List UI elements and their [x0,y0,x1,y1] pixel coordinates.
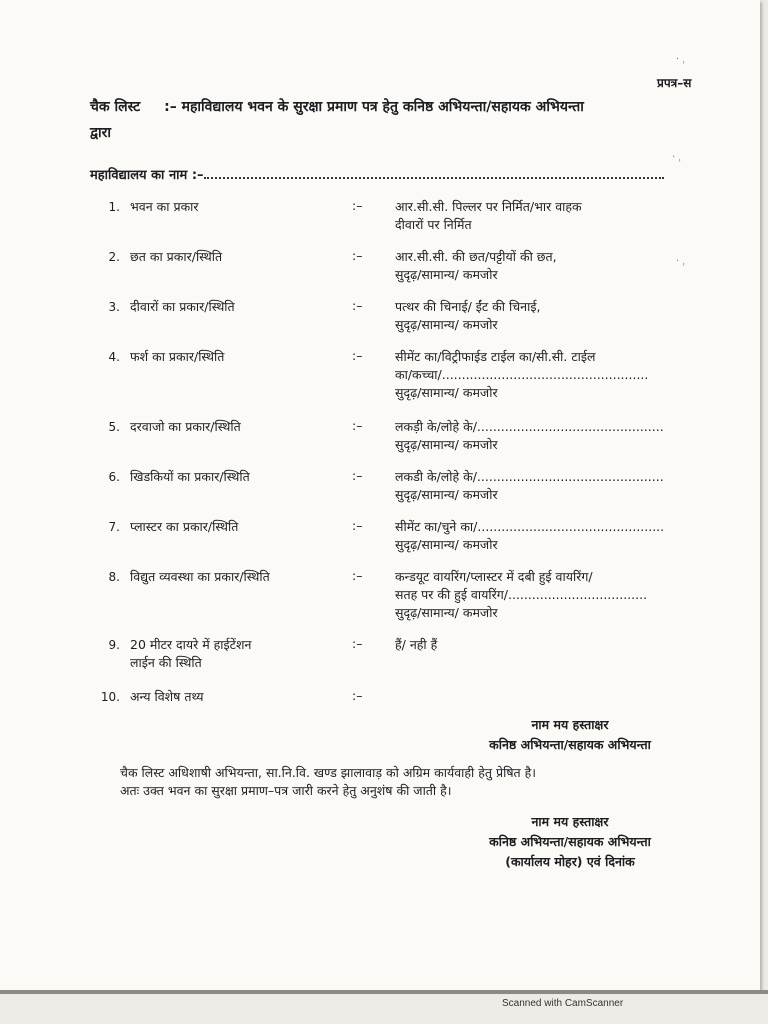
item-separator: :– [352,688,363,703]
item-number: 6. [108,470,120,484]
forward-note-line2: अतः उक्त भवन का सुरक्षा प्रमाण–पत्र जारी करने हेतु अनुशंष की जाती है। [120,783,452,798]
item-value-line: सुदृढ़/सामान्य/ कमजोर [395,385,498,400]
scan-mark: · ˌ [676,54,686,65]
item-value-line: सुदृढ़/सामान्य/ कमजोर [395,437,498,452]
signature2-seal-date: (कार्यालय मोहर) एवं दिनांक [505,854,635,869]
item-value [395,518,664,554]
item-label-line: दीवारों का प्रकार/स्थिति [130,299,235,314]
item-value-line: लकड़ी के/लोहे के/............................................... [395,419,664,434]
item-value-line: आर.सी.सी. पिल्लर पर निर्मित/भार वाहक [395,199,582,214]
item-separator: :– [352,198,363,213]
item-label-line: फर्श का प्रकार/स्थिति [130,349,225,364]
item-value-line: लकडी के/लोहे के/............................................... [395,469,664,484]
item-label-line: छत का प्रकार/स्थिति [130,249,223,264]
signature-block-2 [470,812,670,872]
item-value [395,248,557,284]
item-value [395,568,647,622]
signature2-designation: कनिष्ठ अभियन्ता/सहायक अभियन्ता [489,834,651,849]
signature-block-1 [470,715,670,755]
scan-mark: · ˌ [676,256,686,267]
item-value [395,348,648,402]
item-number: 4. [108,350,120,364]
item-value [395,298,540,334]
item-number: 5. [108,420,120,434]
item-number: 1. [108,200,120,214]
item-label-line: विद्युत व्यवस्था का प्रकार/स्थिति [130,569,270,584]
item-label [130,348,224,366]
forward-note [120,764,536,800]
item-label [130,298,235,316]
item-value [395,198,582,234]
item-label [130,198,199,216]
signature1-name: नाम मय हस्ताक्षर [531,717,609,732]
item-value [395,418,664,454]
item-label-line: भवन का प्रकार [130,199,199,214]
item-value [395,636,437,654]
item-label [130,568,270,586]
forward-note-line1: चैक लिस्ट अधिशाषी अभियन्ता, सा.नि.वि. खण्ड झालावाड़ को अग्रिम कार्यवाही हेतु प्रेषित है। [120,765,537,780]
item-value-line: का/कच्चा/.................................................... [395,367,649,382]
item-number: 8. [108,570,120,584]
signature2-name: नाम मय हस्ताक्षर [531,814,609,829]
item-value [395,468,664,504]
item-separator: :– [352,298,363,313]
checklist-heading [90,94,584,146]
item-label-line: प्लास्टर का प्रकार/स्थिति [130,519,239,534]
item-value-line: सुदृढ़/सामान्य/ कमजोर [395,487,498,502]
item-separator: :– [352,468,363,483]
item-label-line: अन्य विशेष तथ्य [130,689,204,704]
item-label-line: दरवाजो का प्रकार/स्थिति [130,419,241,434]
item-value-line: सतह पर की हुई वायरिंग/................................... [395,587,648,602]
signature1-designation: कनिष्ठ अभियन्ता/सहायक अभियन्ता [489,737,651,752]
item-separator: :– [352,636,363,651]
item-separator: :– [352,568,363,583]
item-label [130,468,250,486]
item-value-line: पत्थर की चिनाई/ ईंट की चिनाई, [395,299,541,314]
item-label-line: लाईन की स्थिति [130,655,202,670]
item-number: 9. [108,638,120,652]
item-value-line: सुदृढ़/सामान्य/ कमजोर [395,605,498,620]
item-value-line: हैं/ नही हैं [395,637,438,652]
item-label [130,248,222,266]
item-value-line: सुदृढ़/सामान्य/ कमजोर [395,537,498,552]
item-number: 2. [108,250,120,264]
item-number: 3. [108,300,120,314]
item-value-line: सुदृढ़/सामान्य/ कमजोर [395,267,498,282]
scanner-watermark: Scanned with CamScanner [502,998,624,1009]
item-value-line: आर.सी.सी. की छत/पट्टीयों की छत, [395,249,557,264]
item-value-line: सीमेंट का/चुने का/............................................... [395,519,665,534]
heading-line1: :– महाविद्यालय भवन के सुरक्षा प्रमाण पत्र हेतु कनिष्ठ अभियन्ता/सहायक अभियन्ता [164,99,584,115]
item-value-line: कन्डयूट वायरिंग/प्लास्टर में दबी हुई वायरिंग/ [395,569,593,584]
item-separator: :– [352,418,363,433]
item-number: 10. [100,690,120,704]
item-value-line: दीवारों पर निर्मित [395,217,472,232]
item-separator: :– [352,348,363,363]
item-number: 7. [108,520,120,534]
item-separator: :– [352,518,363,533]
item-label [130,418,241,436]
item-label [130,518,238,536]
page-bottom-edge [0,990,768,994]
form-number: प्रपत्र–स [657,76,692,90]
checklist-title: चैक लिस्ट [90,99,141,115]
item-label [130,688,204,706]
item-value-line: सीमेंट का/विट्रीफाईड टाईल का/सी.सी. टाईल [395,349,596,364]
item-label-line: खिडकियों का प्रकार/स्थिति [130,469,250,484]
college-name-field [90,165,664,183]
heading-line2: द्वारा [90,125,112,141]
item-label [130,636,251,672]
scan-mark: · ˌ [672,152,682,163]
item-value-line: सुदृढ़/सामान्य/ कमजोर [395,317,498,332]
college-name-blank [204,167,664,179]
college-name-label: महाविद्यालय का नाम :– [90,168,204,183]
item-label-line: 20 मीटर दायरे में हाईटेंशन [130,637,252,652]
item-separator: :– [352,248,363,263]
